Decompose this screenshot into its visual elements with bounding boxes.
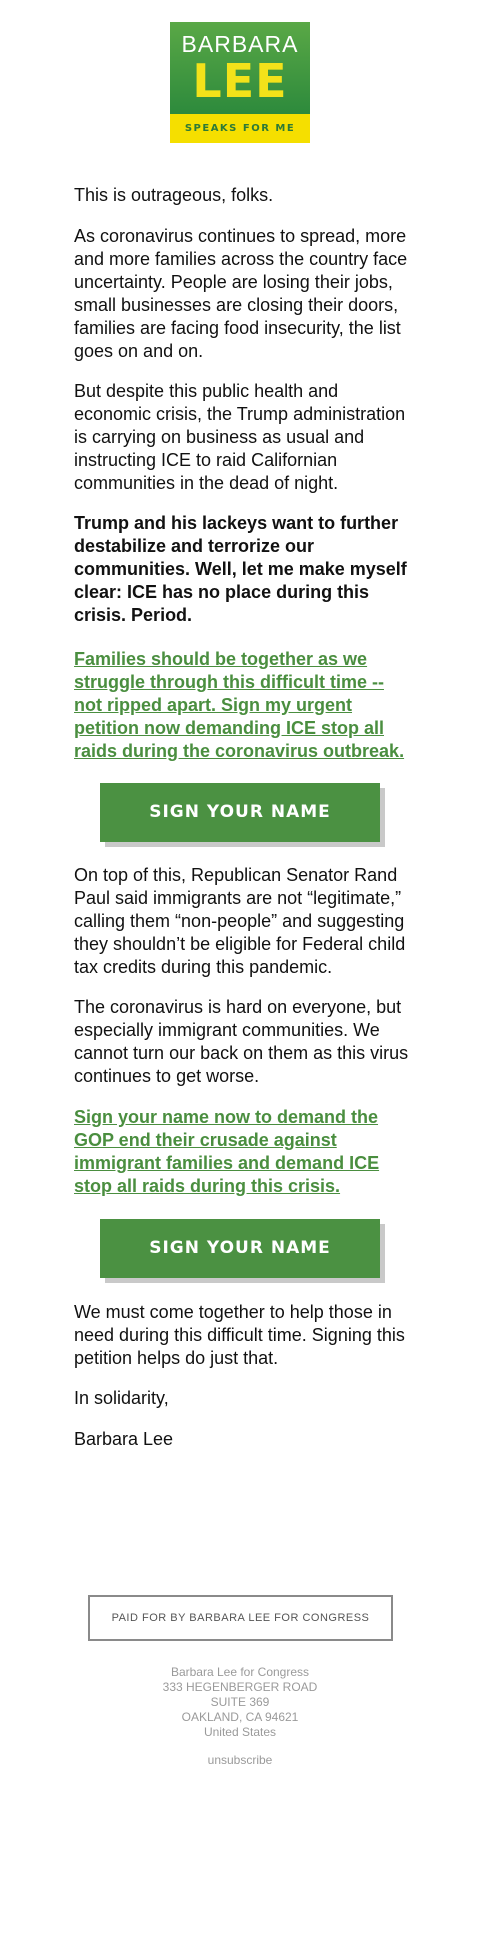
paragraph-intro: This is outrageous, folks.	[74, 185, 274, 205]
footer-address-line-1: 333 HEGENBERGER ROAD	[162, 1680, 318, 1694]
logo-last-name: LEE	[192, 54, 288, 108]
paragraph-rand-paul: On top of this, Republican Senator Rand Paul said immigrants are not “legitimate,” calling them “non-people” and suggesting they shouldn’t be eligible for Federal child tax credits during this pandemic.	[74, 865, 406, 977]
petition-link-families[interactable]: Families should be together as we struggle through this difficult time -- not ripped apart. Sign my urgent petition now demanding ICE stop all raids during the coronavirus outbreak.	[74, 649, 405, 761]
footer-address-line-2: SUITE 369	[210, 1695, 270, 1709]
paid-for-disclaimer: PAID FOR BY BARBARA LEE FOR CONGRESS	[88, 1595, 393, 1641]
paragraph-come-together: We must come together to help those in need during this difficult time. Signing this petition helps do just that.	[74, 1302, 405, 1368]
paragraph-coronavirus: As coronavirus continues to spread, more and more families across the country face uncertainty. People are losing their jobs, small businesses are closing their doors, families are facing food insecurity, the list goes on and on.	[74, 226, 408, 361]
petition-link-gop[interactable]: Sign your name now to demand the GOP end their crusade against immigrant families and demand ICE stop all raids during this crisis.	[74, 1107, 380, 1196]
paragraph-immigrant-communities: The coronavirus is hard on everyone, but especially immigrant communities. We cannot turn our back on them as this virus continues to get worse.	[74, 997, 409, 1086]
signature: Barbara Lee	[74, 1429, 174, 1449]
closing-line: In solidarity,	[74, 1388, 169, 1408]
footer-city: OAKLAND, CA 94621	[181, 1710, 299, 1724]
logo-name-block	[170, 22, 310, 114]
sign-your-name-button[interactable]: SIGN YOUR NAME	[100, 783, 380, 842]
paragraph-trump-administration: But despite this public health and economic crisis, the Trump administration is carrying on business as usual and instructing ICE to raid Californian communities in the dead of night.	[74, 381, 406, 493]
logo-first-name: BARBARA	[181, 31, 299, 57]
unsubscribe-link[interactable]: unsubscribe	[207, 1753, 273, 1767]
footer-org: Barbara Lee for Congress	[170, 1665, 310, 1679]
footer-country: United States	[203, 1725, 277, 1739]
footer-unsubscribe-wrap	[0, 1753, 480, 1768]
sign-your-name-button-2[interactable]: SIGN YOUR NAME	[100, 1219, 380, 1278]
paragraph-ice-statement: Trump and his lackeys want to further destabilize and terrorize our communities. Well, let me make myself clear: ICE has no place during this crisis. Period.	[74, 513, 407, 625]
logo-tagline: SPEAKS FOR ME	[170, 114, 310, 143]
barbara-lee-logo	[170, 22, 310, 143]
